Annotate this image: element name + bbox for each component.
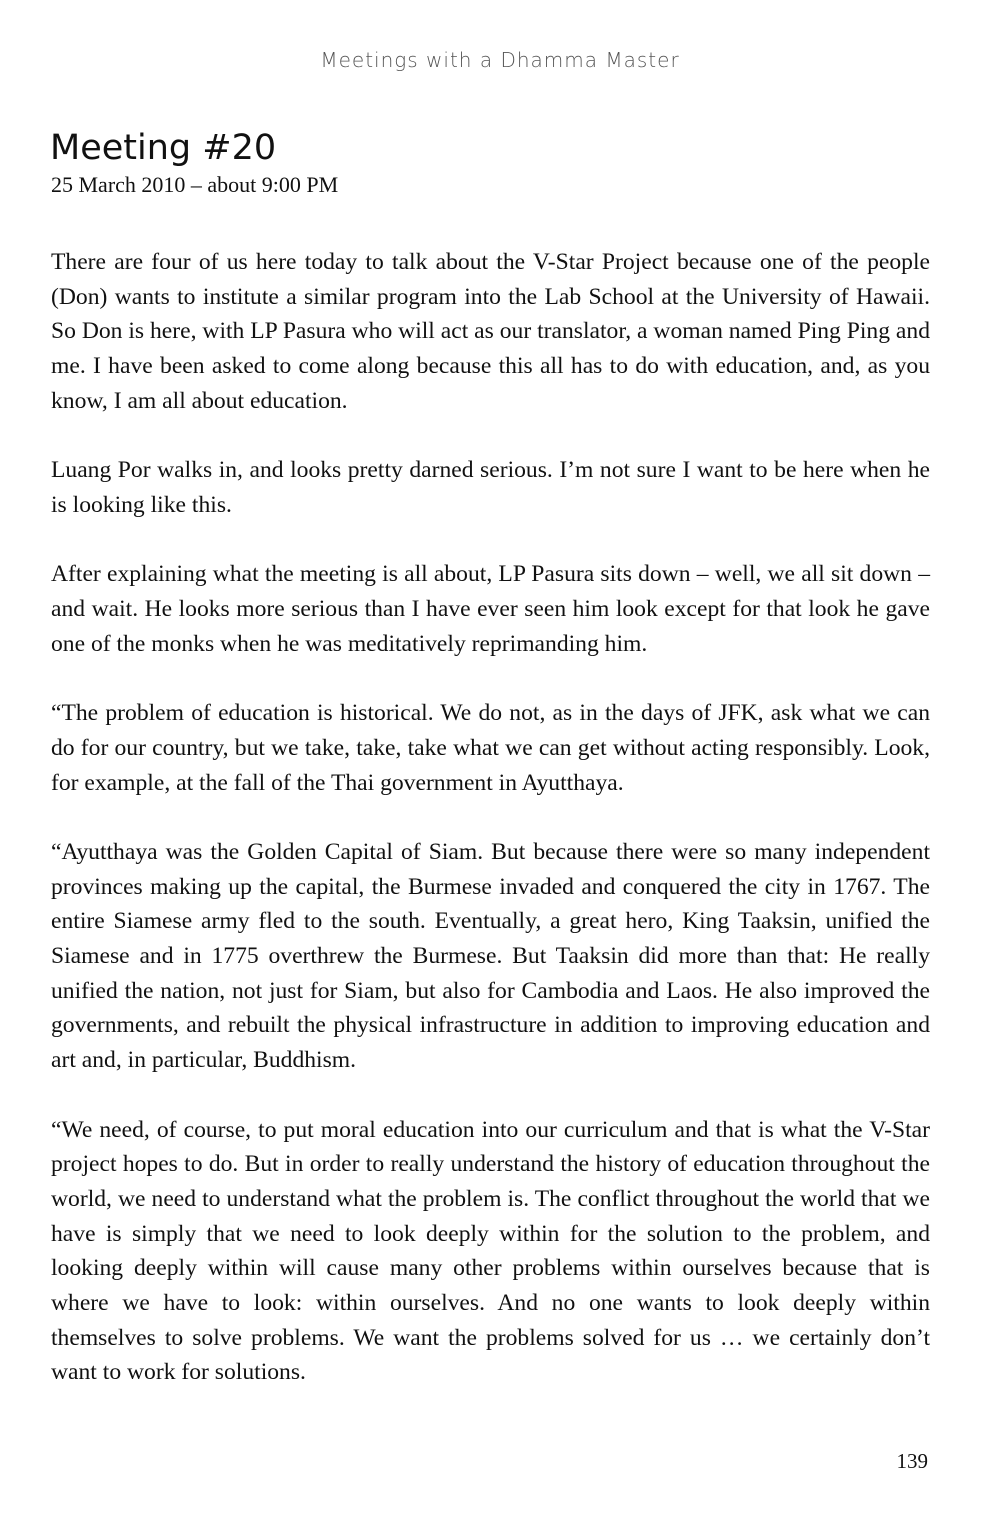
paragraph: “We need, of course, to put moral education into our curriculum and that is what the V-Star project hopes to do. But in order to really understand the history of education throughout the world, we need to understand what the problem is. The conflict throughout the world that we have is simply that we need to look deeply within for the solution to the problem, and looking deeply within will cause many other problems within ourselves because that is where we have to look: within ourselves. And no one wants to look deeply within themselves to solve problems. We want the problems solved for us … we certainly don’t want to work for solutions. (51, 1116, 930, 1386)
page-number: 139 (896, 1449, 928, 1473)
paragraph: “The problem of education is historical. We do not, as in the days of JFK, ask what we can do for our country, but we take, take, take what we can get without acting responsibly. Look, for example, at the fall of the Thai government in Ayutthaya. (51, 700, 930, 796)
running-header: Meetings with a Dhamma Master (320, 48, 680, 72)
body-text (51, 245, 930, 1425)
meeting-date: 25 March 2010 – about 9:00 PM (51, 172, 339, 197)
meeting-title: Meeting #20 (50, 128, 277, 168)
paragraph: There are four of us here today to talk about the V-Star Project because one of the people (Don) wants to institute a similar program into the Lab School at the University of Hawaii. So Don is here, with LP Pasura who will act as our translator, a woman named Ping Ping and me. I have been asked to come along because this all has to do with education, and, as you know, I am all about education. (51, 249, 930, 414)
paragraph: “Ayutthaya was the Golden Capital of Siam. But because there were so many independent provinces making up the capital, the Burmese invaded and conquered the city in 1767. The entire Siamese army fled to the south. Eventually, a great hero, King Taaksin, unified the Siamese and in 1775 overthrew the Burmese. But Taaksin did more than that: He really unified the nation, not just for Siam, but also for Cambodia and Laos. He also improved the governments, and rebuilt the physical infrastructure in addition to improving education and art and, in particular, Buddhism. (51, 838, 930, 1074)
paragraph: After explaining what the meeting is all about, LP Pasura sits down – well, we all sit down – and wait. He looks more serious than I have ever seen him look except for that look he gave one of the monks when he was meditatively reprimanding him. (51, 561, 930, 657)
paragraph: Luang Por walks in, and looks pretty darned serious. I’m not sure I want to be here when he is looking like this. (51, 457, 930, 518)
